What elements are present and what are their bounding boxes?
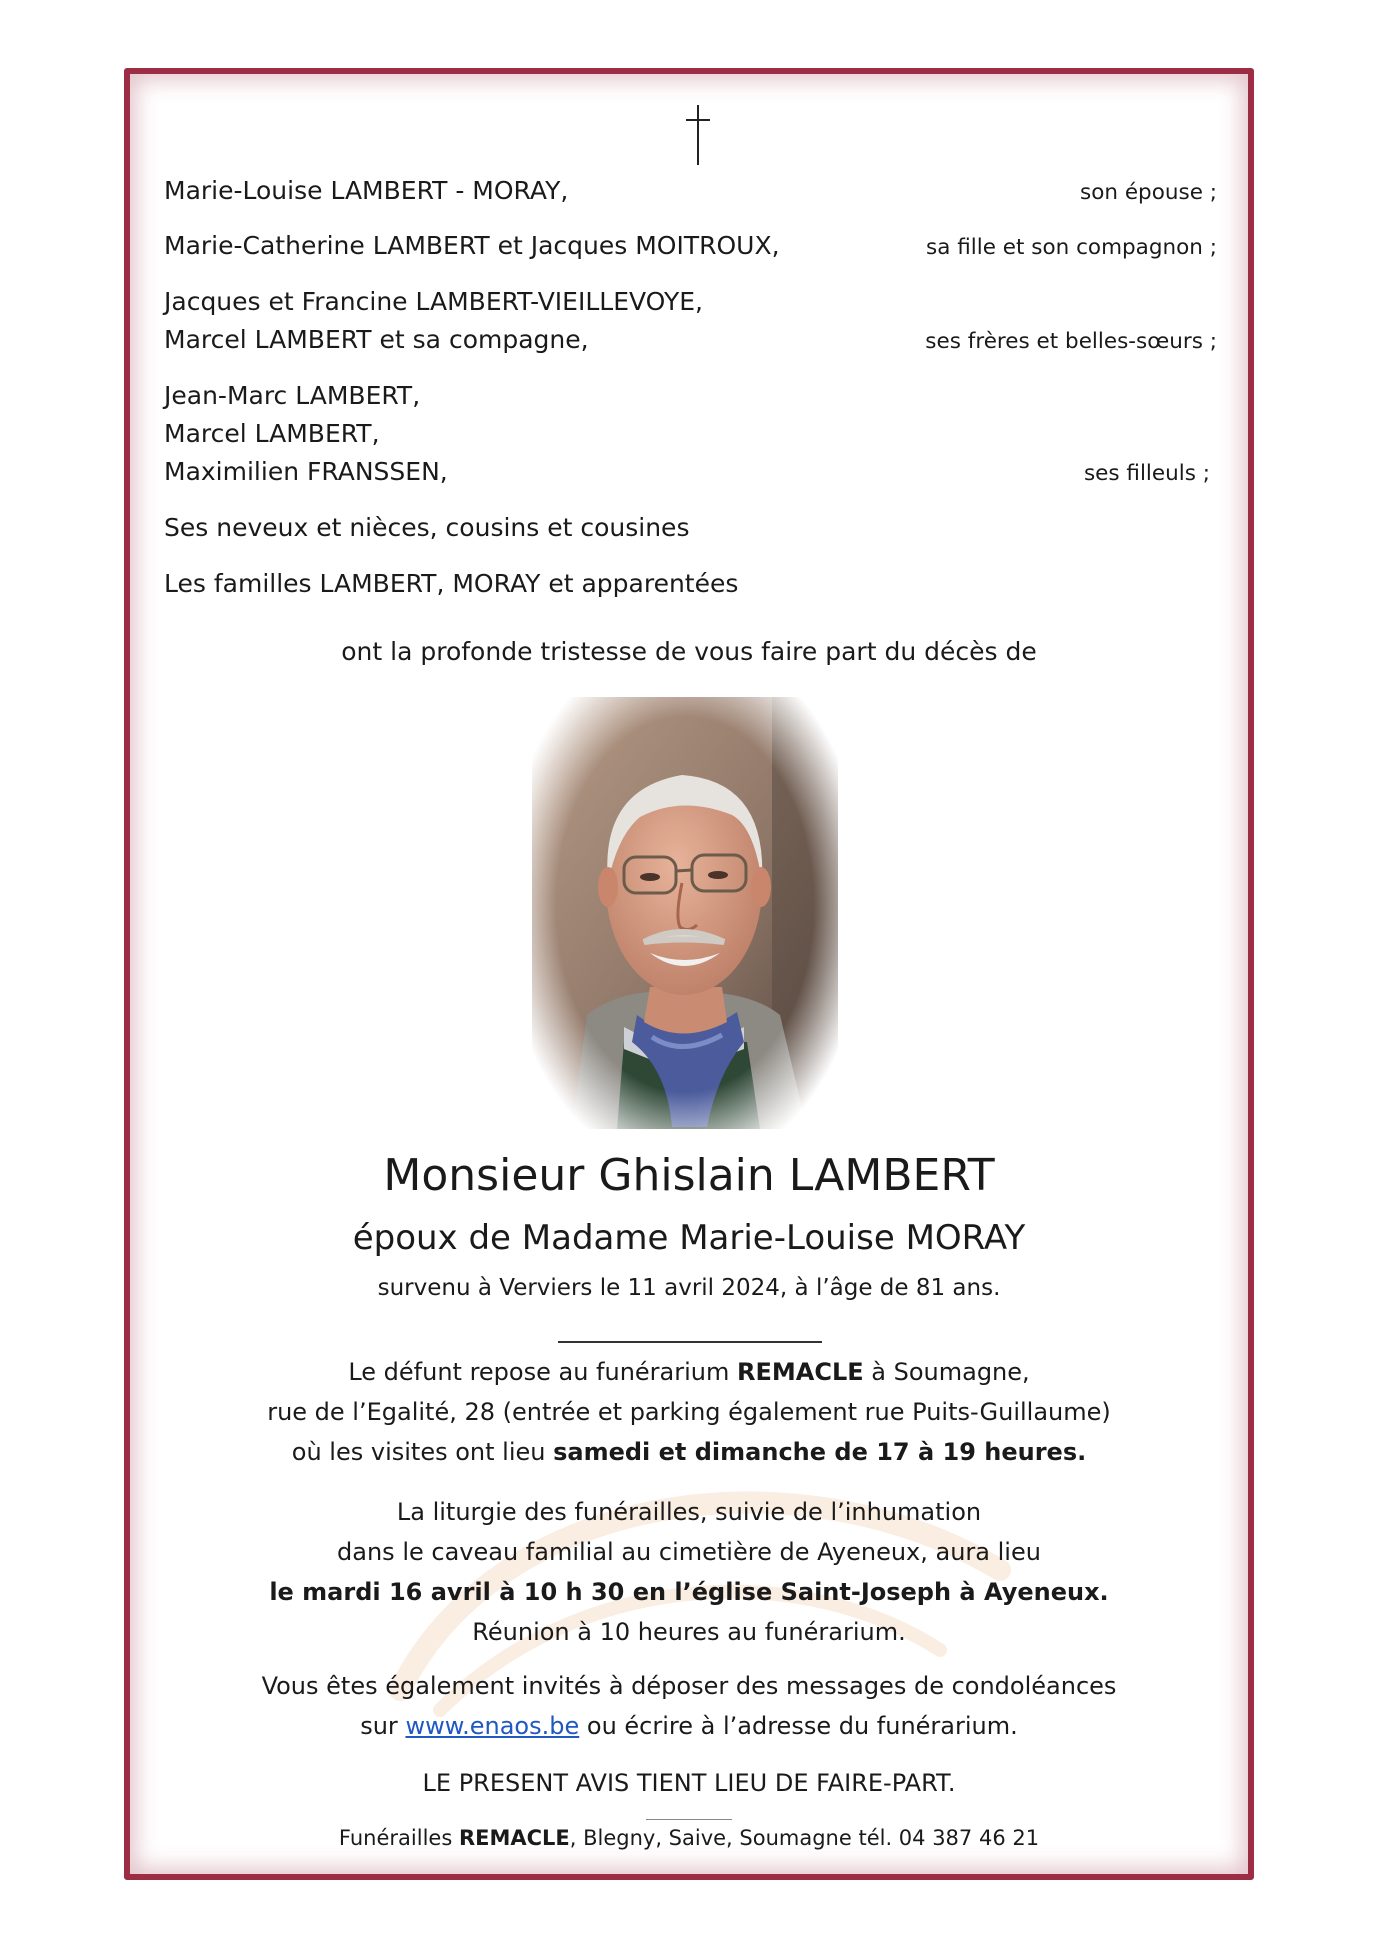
family-relation: son épouse ;: [1080, 180, 1217, 205]
family-name-line: Ses neveux et nièces, cousins et cousines: [164, 513, 690, 542]
enaos-website-link[interactable]: www.enaos.be: [405, 1712, 580, 1740]
family-name-line: Marie-Catherine LAMBERT et Jacques MOITROUX,: [164, 231, 780, 260]
liturgy-meeting: Réunion à 10 heures au funérarium.: [472, 1618, 906, 1646]
divider: [558, 1341, 822, 1343]
family-relation: sa fille et son compagnon ;: [926, 235, 1217, 260]
family-name-line: Marcel LAMBERT et sa compagne,: [164, 325, 589, 354]
liturgy-line: dans le caveau familial au cimetière de Ayeneux, aura lieu: [337, 1538, 1041, 1566]
family-name-line: Maximilien FRANSSEN,: [164, 457, 448, 486]
family-name-line: Jacques et Francine LAMBERT-VIEILLEVOYE,: [164, 287, 703, 316]
visits-line: Le défunt repose au funérarium REMACLE à Soumagne,: [348, 1358, 1030, 1386]
family-relation: ses filleuls ;: [1083, 461, 1210, 486]
deceased-spouse: époux de Madame Marie-Louise MORAY: [352, 1218, 1026, 1258]
death-details: survenu à Verviers le 11 avril 2024, à l’âge de 81 ans.: [377, 1275, 1001, 1301]
liturgy-date: le mardi 16 avril à 10 h 30 en l’église Saint-Joseph à Ayeneux.: [269, 1578, 1109, 1606]
condolences-link-line: sur www.enaos.be ou écrire à l’adresse du funérarium.: [360, 1712, 1018, 1740]
deceased-name: Monsieur Ghislain LAMBERT: [383, 1150, 995, 1201]
family-relation: ses frères et belles-sœurs ;: [925, 329, 1217, 354]
notice-text: LE PRESENT AVIS TIENT LIEU DE FAIRE-PART.: [422, 1769, 956, 1797]
footer-funeral-home: Funérailles REMACLE, Blegny, Saive, Soumagne tél. 04 387 46 21: [338, 1826, 1040, 1850]
deceased-portrait-photo: [532, 697, 838, 1129]
family-name-line: Marie-Louise LAMBERT - MORAY,: [164, 176, 569, 205]
cross-icon: [681, 105, 715, 165]
family-name-line: Jean-Marc LAMBERT,: [164, 381, 421, 410]
condolences-line: Vous êtes également invités à déposer des messages de condoléances: [261, 1672, 1117, 1700]
family-name-line: Les familles LAMBERT, MORAY et apparentées: [164, 569, 739, 598]
announcement-intro: ont la profonde tristesse de vous faire part du décès de: [341, 637, 1037, 666]
visits-address: rue de l’Egalité, 28 (entrée et parking également rue Puits-Guillaume): [267, 1398, 1111, 1426]
footer-divider: [646, 1819, 732, 1820]
family-name-line: Marcel LAMBERT,: [164, 419, 380, 448]
visits-hours: où les visites ont lieu samedi et dimanche de 17 à 19 heures.: [291, 1438, 1087, 1466]
liturgy-line: La liturgie des funérailles, suivie de l’inhumation: [396, 1498, 982, 1526]
